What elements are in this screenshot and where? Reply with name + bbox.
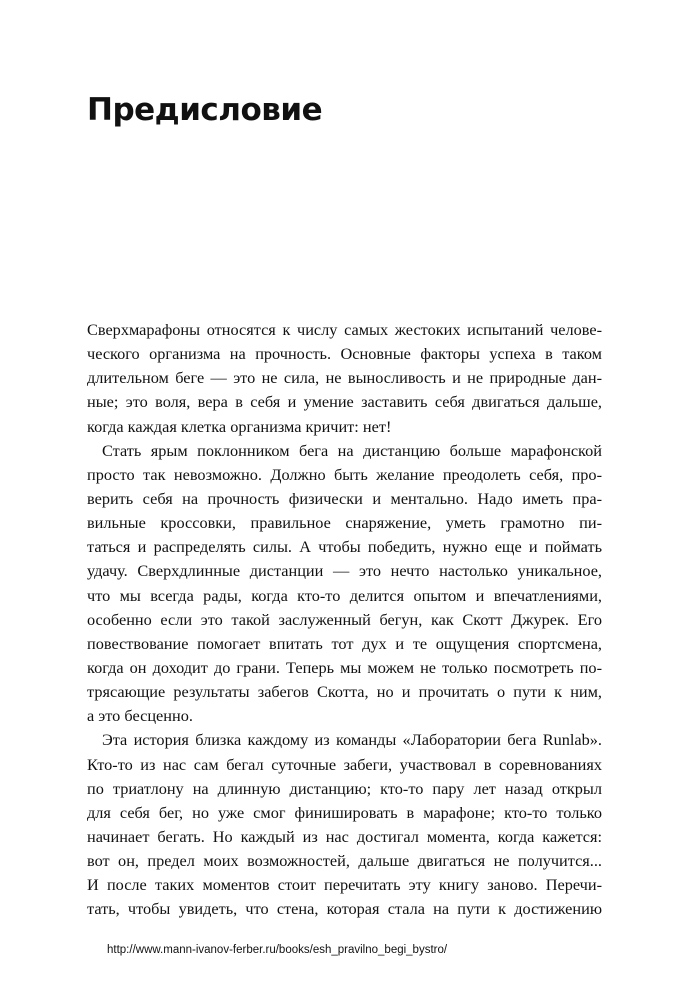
text-line: повествование помогает впитать тот дух и те ощущения спортсмена, — [87, 633, 602, 653]
page-title: Предисловие — [87, 92, 323, 128]
text-line: а это бесценно. — [87, 706, 193, 726]
text-line: начинает бегать. Но каждый из нас достигал момента, когда кажется: — [87, 826, 602, 846]
text-line: просто так невозможно. Должно быть желание преодолеть себя, про- — [87, 464, 602, 484]
text-line: Эта история близка каждому из команды «Лаборатории бега Runlab». — [102, 730, 602, 750]
text-line: вот он, предел моих возможностей, дальше двигаться не получится... — [87, 851, 602, 871]
text-line: Сверхмарафоны относятся к числу самых жестоких испытаний челове- — [87, 320, 602, 339]
text-line: вильные кроссовки, правильное снаряжение, уметь грамотно пи- — [87, 513, 602, 533]
text-line: ные; это воля, вера в себя и умение заставить себя двигаться дальше, — [87, 392, 602, 412]
text-line: удачу. Сверхдлинные дистанции — это нечто настолько уникальное, — [87, 561, 602, 581]
text-line: Кто-то из нас сам бегал суточные забеги, участвовал в соревнованиях — [87, 754, 602, 774]
body-text — [87, 318, 602, 922]
footer-url-link[interactable]: http://www.mann-ivanov-ferber.ru/books/esh_pravilno_begi_bystro/ — [107, 944, 448, 956]
text-line: ческого организма на прочность. Основные факторы успеха в таком — [87, 344, 602, 364]
text-line: верить себя на прочность физически и ментально. Надо иметь пра- — [87, 488, 602, 508]
text-line: трясающие результаты забегов Скотта, но и прочитать о пути к ним, — [87, 682, 602, 702]
text-line: таться и распределять силы. А чтобы победить, нужно еще и поймать — [87, 537, 602, 557]
text-line: Стать ярым поклонником бега на дистанцию больше марафонской — [102, 440, 602, 460]
text-line: по триатлону на длинную дистанцию; кто-то пару лет назад открыл — [87, 778, 602, 798]
text-line: для себя бег, но уже смог финишировать в марафоне; кто-то только — [87, 802, 602, 822]
text-line: особенно если это такой заслуженный бегун, как Скотт Джурек. Его — [87, 609, 602, 629]
text-line: длительном беге — это не сила, не выносливость и не природные дан- — [87, 368, 602, 388]
text-line: И после таких моментов стоит перечитать эту книгу заново. Перечи- — [87, 875, 602, 895]
text-line: что мы всегда рады, когда кто-то делится опытом и впечатлениями, — [87, 585, 602, 605]
text-line: тать, чтобы увидеть, что стена, которая стала на пути к достижению — [87, 899, 602, 919]
text-line: когда каждая клетка организма кричит: нет! — [87, 416, 392, 436]
text-line: когда он доходит до грани. Теперь мы можем не только посмотреть по- — [87, 657, 602, 677]
